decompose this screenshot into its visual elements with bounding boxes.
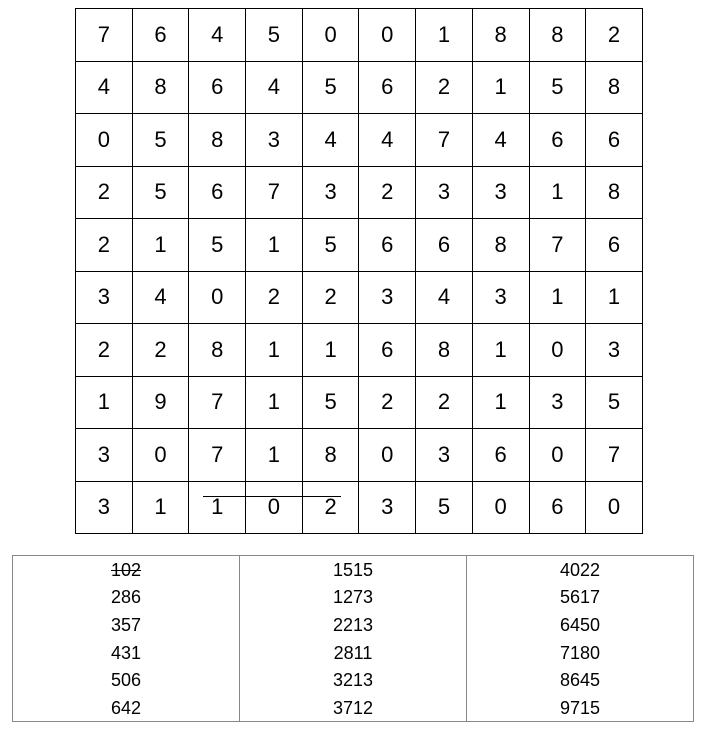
grid-cell[interactable]: 3 xyxy=(472,166,529,219)
grid-cell[interactable]: 5 xyxy=(302,219,359,272)
grid-cell[interactable]: 2 xyxy=(416,61,473,114)
number-list-item: 4022 xyxy=(559,559,601,580)
number-list-item: 102 xyxy=(110,559,142,580)
number-list-item: 3213 xyxy=(332,670,374,691)
number-list-item: 1273 xyxy=(332,587,374,608)
grid-cell[interactable]: 1 xyxy=(246,376,303,429)
grid-cell[interactable]: 5 xyxy=(586,376,643,429)
grid-cell[interactable]: 0 xyxy=(529,324,586,377)
number-list-item: 3712 xyxy=(332,697,374,718)
grid-cell[interactable]: 6 xyxy=(529,481,586,534)
grid-cell[interactable]: 7 xyxy=(246,166,303,219)
grid-cell[interactable]: 8 xyxy=(586,166,643,219)
grid-cell[interactable]: 0 xyxy=(132,429,189,482)
number-list-item: 642 xyxy=(110,697,142,718)
grid-row xyxy=(76,166,643,219)
grid-cell[interactable]: 4 xyxy=(359,114,416,167)
grid-cell[interactable]: 8 xyxy=(416,324,473,377)
grid-cell[interactable]: 2 xyxy=(359,166,416,219)
grid-cell[interactable]: 5 xyxy=(246,9,303,62)
grid-cell[interactable]: 0 xyxy=(359,429,416,482)
grid-cell[interactable]: 2 xyxy=(586,9,643,62)
grid-cell[interactable]: 0 xyxy=(586,481,643,534)
grid-cell[interactable]: 2 xyxy=(76,219,133,272)
grid-cell[interactable]: 4 xyxy=(76,61,133,114)
grid-cell[interactable]: 2 xyxy=(246,271,303,324)
grid-cell[interactable]: 4 xyxy=(189,9,246,62)
grid-row xyxy=(76,114,643,167)
grid-cell[interactable]: 0 xyxy=(246,481,303,534)
grid-row xyxy=(76,481,643,534)
grid-cell[interactable]: 0 xyxy=(472,481,529,534)
number-list-item: 6450 xyxy=(559,614,601,635)
number-list-item: 506 xyxy=(110,670,142,691)
number-list-item: 7180 xyxy=(559,642,601,663)
grid-cell[interactable]: 4 xyxy=(246,61,303,114)
grid-cell[interactable]: 1 xyxy=(302,324,359,377)
grid-row xyxy=(76,271,643,324)
grid-cell[interactable]: 1 xyxy=(586,271,643,324)
grid-cell[interactable]: 8 xyxy=(132,61,189,114)
grid-cell[interactable]: 1 xyxy=(132,219,189,272)
grid-cell[interactable]: 3 xyxy=(246,114,303,167)
number-list-item: 9715 xyxy=(559,697,601,718)
number-search-grid xyxy=(75,8,643,534)
number-list-column xyxy=(239,556,466,721)
grid-cell[interactable]: 3 xyxy=(416,166,473,219)
grid-cell[interactable]: 0 xyxy=(76,114,133,167)
grid-cell[interactable]: 0 xyxy=(302,9,359,62)
grid-cell[interactable]: 7 xyxy=(529,219,586,272)
grid-cell[interactable]: 7 xyxy=(189,376,246,429)
grid-cell[interactable]: 4 xyxy=(132,271,189,324)
grid-cell[interactable]: 4 xyxy=(416,271,473,324)
grid-cell[interactable]: 0 xyxy=(189,271,246,324)
grid-cell[interactable]: 9 xyxy=(132,376,189,429)
grid-cell[interactable]: 5 xyxy=(416,481,473,534)
grid-cell[interactable]: 3 xyxy=(302,166,359,219)
number-list-item: 357 xyxy=(110,614,142,635)
number-list-item: 2213 xyxy=(332,614,374,635)
grid-cell[interactable]: 5 xyxy=(132,166,189,219)
grid-cell[interactable]: 5 xyxy=(189,219,246,272)
grid-cell[interactable]: 1 xyxy=(472,324,529,377)
grid-cell[interactable]: 3 xyxy=(76,481,133,534)
grid-cell[interactable]: 2 xyxy=(132,324,189,377)
grid-cell[interactable]: 6 xyxy=(586,114,643,167)
grid-cell[interactable]: 5 xyxy=(132,114,189,167)
grid-cell[interactable]: 3 xyxy=(359,271,416,324)
grid-cell[interactable]: 6 xyxy=(586,219,643,272)
grid-row xyxy=(76,9,643,62)
grid-cell[interactable]: 8 xyxy=(189,324,246,377)
number-list-column xyxy=(13,556,239,721)
grid-cell[interactable]: 1 xyxy=(246,429,303,482)
grid-cell[interactable]: 1 xyxy=(529,271,586,324)
number-list-item: 5617 xyxy=(559,587,601,608)
number-list-item: 286 xyxy=(110,587,142,608)
grid-cell[interactable]: 1 xyxy=(472,61,529,114)
grid-cell[interactable]: 6 xyxy=(359,61,416,114)
grid-cell[interactable]: 6 xyxy=(416,219,473,272)
grid-cell[interactable]: 8 xyxy=(302,429,359,482)
grid-cell[interactable]: 3 xyxy=(416,429,473,482)
grid-row xyxy=(76,219,643,272)
grid-cell[interactable]: 6 xyxy=(359,219,416,272)
grid-cell[interactable]: 2 xyxy=(359,376,416,429)
grid-cell[interactable]: 8 xyxy=(586,61,643,114)
grid-row xyxy=(76,61,643,114)
grid-cell[interactable]: 3 xyxy=(529,376,586,429)
grid-cell[interactable]: 6 xyxy=(472,429,529,482)
grid-cell[interactable]: 2 xyxy=(76,324,133,377)
grid-cell[interactable]: 1 xyxy=(472,376,529,429)
number-list-item: 1515 xyxy=(332,559,374,580)
number-list xyxy=(12,555,694,722)
number-list-column xyxy=(466,556,693,721)
grid-cell[interactable]: 3 xyxy=(586,324,643,377)
grid-cell[interactable]: 8 xyxy=(529,9,586,62)
grid-row xyxy=(76,376,643,429)
grid-row xyxy=(76,324,643,377)
number-list-item: 431 xyxy=(110,642,142,663)
grid-cell[interactable]: 0 xyxy=(529,429,586,482)
grid-cell[interactable]: 3 xyxy=(359,481,416,534)
grid-cell[interactable]: 2 xyxy=(416,376,473,429)
grid-cell[interactable]: 7 xyxy=(189,429,246,482)
grid-cell[interactable]: 4 xyxy=(472,114,529,167)
grid-cell[interactable]: 6 xyxy=(529,114,586,167)
grid-cell[interactable]: 5 xyxy=(302,376,359,429)
grid-cell[interactable]: 5 xyxy=(529,61,586,114)
grid-cell[interactable]: 6 xyxy=(359,324,416,377)
grid-cell[interactable]: 4 xyxy=(302,114,359,167)
grid-cell[interactable]: 3 xyxy=(76,429,133,482)
grid-cell[interactable]: 8 xyxy=(189,114,246,167)
grid-cell[interactable]: 8 xyxy=(472,219,529,272)
grid-cell[interactable]: 7 xyxy=(416,114,473,167)
grid-cell[interactable]: 1 xyxy=(246,219,303,272)
grid-cell[interactable]: 8 xyxy=(472,9,529,62)
grid-cell[interactable]: 3 xyxy=(76,271,133,324)
grid-cell[interactable]: 2 xyxy=(302,481,359,534)
grid-cell[interactable]: 2 xyxy=(302,271,359,324)
grid-cell[interactable]: 1 xyxy=(246,324,303,377)
grid-cell[interactable]: 1 xyxy=(189,481,246,534)
grid-cell[interactable]: 7 xyxy=(586,429,643,482)
number-list-item: 8645 xyxy=(559,670,601,691)
number-list-item: 2811 xyxy=(333,642,373,663)
grid-cell[interactable]: 1 xyxy=(416,9,473,62)
grid-cell[interactable]: 6 xyxy=(189,61,246,114)
grid-cell[interactable]: 6 xyxy=(132,9,189,62)
grid-cell[interactable]: 1 xyxy=(132,481,189,534)
grid-cell[interactable]: 3 xyxy=(472,271,529,324)
grid-cell[interactable]: 5 xyxy=(302,61,359,114)
grid-cell[interactable]: 1 xyxy=(529,166,586,219)
grid-cell[interactable]: 6 xyxy=(189,166,246,219)
grid-cell[interactable]: 1 xyxy=(76,376,133,429)
grid-row xyxy=(76,429,643,482)
grid-cell[interactable]: 2 xyxy=(76,166,133,219)
grid-cell[interactable]: 0 xyxy=(359,9,416,62)
grid-cell[interactable]: 7 xyxy=(76,9,133,62)
